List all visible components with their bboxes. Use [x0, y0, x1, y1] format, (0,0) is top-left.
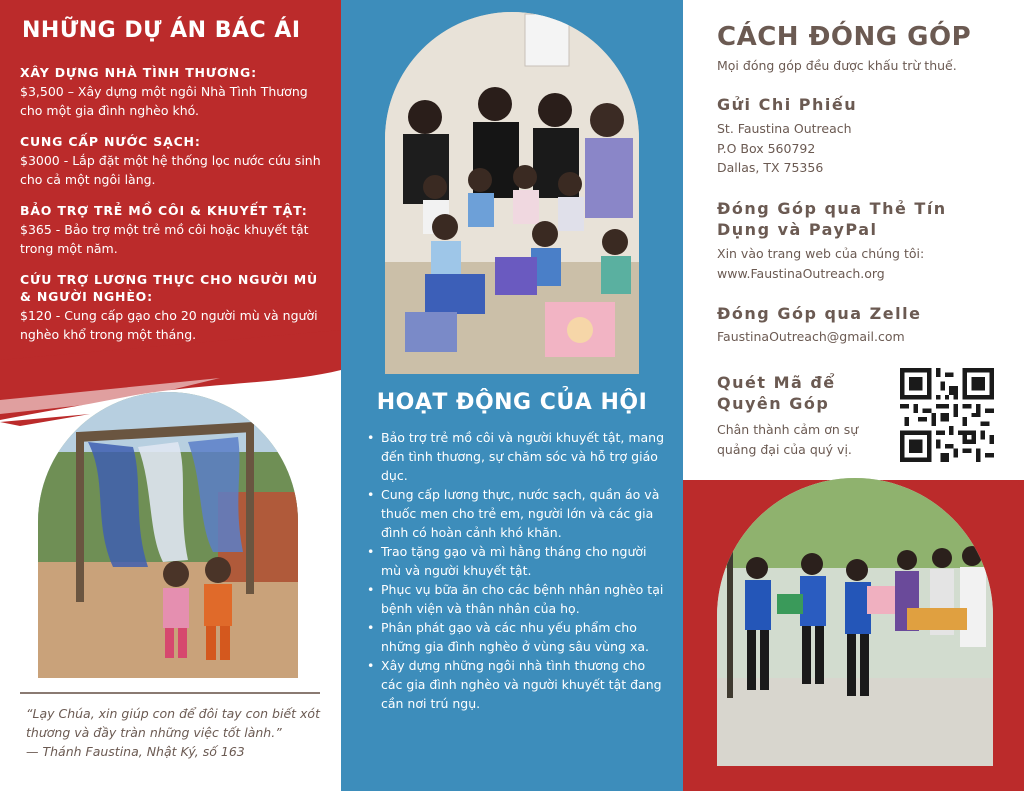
volunteers-photo — [717, 478, 993, 766]
zelle-email[interactable]: FaustinaOutreach@gmail.com — [717, 329, 905, 344]
project-heading: CUNG CẤP NƯỚC SẠCH: — [20, 134, 201, 149]
quote-divider — [20, 692, 320, 694]
activity-item: • Phục vụ bữa ăn cho các bệnh nhân nghèo tại bệnh viện và thân nhân của họ. — [367, 580, 665, 618]
tax-deductible-note: Mọi đóng góp đều được khấu trừ thuế. — [717, 58, 957, 73]
project-item — [20, 202, 324, 258]
right-panel — [683, 0, 1024, 791]
zelle-heading: Đóng Góp qua Zelle — [717, 304, 922, 323]
qr-code-icon[interactable] — [900, 368, 994, 462]
project-description: $3,500 – Xây dựng một ngôi Nhà Tình Thương cho một gia đình nghèo khó. — [20, 84, 308, 118]
address-name: St. Faustina Outreach — [717, 121, 852, 136]
mailing-address — [717, 119, 852, 178]
projects-list — [20, 64, 324, 357]
activity-item: • Cung cấp lương thực, nước sạch, quần áo và thuốc men cho trẻ em, người lớn và các gia đình có hoàn cảnh khó khăn. — [367, 485, 665, 542]
activities-list — [367, 428, 665, 713]
saint-quote — [26, 704, 326, 761]
left-panel — [0, 0, 341, 791]
project-heading: BẢO TRỢ TRẺ MỒ CÔI & KHUYẾT TẬT: — [20, 203, 308, 218]
thank-you-note: Chân thành cảm ơn sự quảng đại của quý vị. — [717, 422, 859, 457]
activity-item: • Phân phát gạo và các nhu yếu phẩm cho những gia đình nghèo ở vùng sâu vùng xa. — [367, 618, 665, 656]
activity-item: • Bảo trợ trẻ mồ côi và người khuyết tật, mang đến tình thương, sự chăm sóc và hỗ trợ giáo dục. — [367, 428, 665, 485]
quote-attribution: — Thánh Faustina, Nhật Ký, số 163 — [26, 744, 245, 759]
check-heading: Gửi Chi Phiếu — [717, 95, 858, 114]
project-description: $3000 - Lắp đặt một hệ thống lọc nước cứu sinh cho cả một ngôi làng. — [20, 153, 321, 187]
address-city: Dallas, TX 75356 — [717, 160, 824, 175]
card-paypal-info — [717, 244, 924, 283]
project-heading: CỨU TRỢ LƯƠNG THỰC CHO NGƯỜI MÙ & NGƯỜI NGHÈO: — [20, 272, 318, 304]
project-heading: XÂY DỰNG NHÀ TÌNH THƯƠNG: — [20, 65, 257, 80]
card-paypal-text: Xin vào trang web của chúng tôi: — [717, 246, 925, 261]
middle-panel — [341, 0, 683, 791]
project-item — [20, 64, 324, 120]
volunteers-photo-illustration — [717, 478, 993, 766]
projects-title: NHỮNG DỰ ÁN BÁC ÁI — [22, 18, 301, 43]
donate-title: CÁCH ĐÓNG GÓP — [717, 22, 972, 52]
quote-text: “Lạy Chúa, xin giúp con để đôi tay con biết xót thương và đầy tràn những việc tốt lành.” — [26, 706, 320, 740]
children-photo-illustration — [38, 392, 298, 678]
address-po-box: P.O Box 560792 — [717, 140, 816, 156]
card-paypal-heading: Đóng Góp qua Thẻ Tín Dụng và PayPal — [717, 199, 947, 239]
activities-title: HOẠT ĐỘNG CỦA HỘI — [376, 390, 648, 415]
activity-item: • Trao tặng gạo và mì hằng tháng cho người mù và người khuyết tật. — [367, 542, 665, 580]
children-photo — [38, 392, 298, 678]
group-photo-illustration — [385, 12, 639, 374]
qr-heading: Quét Mã để Quyên Góp — [717, 373, 836, 413]
group-photo — [385, 12, 639, 374]
activity-item: • Xây dựng những ngôi nhà tình thương cho các gia đình nghèo và người khuyết tật đang cần nơi trú ngụ. — [367, 656, 665, 713]
website-link[interactable]: www.FaustinaOutreach.org — [717, 265, 885, 281]
project-item — [20, 133, 324, 189]
project-description: $365 - Bảo trợ một trẻ mồ côi hoặc khuyết tật trong một năm. — [20, 222, 309, 256]
project-description: $120 - Cung cấp gạo cho 20 người mù và người nghèo khổ trong một tháng. — [20, 308, 318, 342]
